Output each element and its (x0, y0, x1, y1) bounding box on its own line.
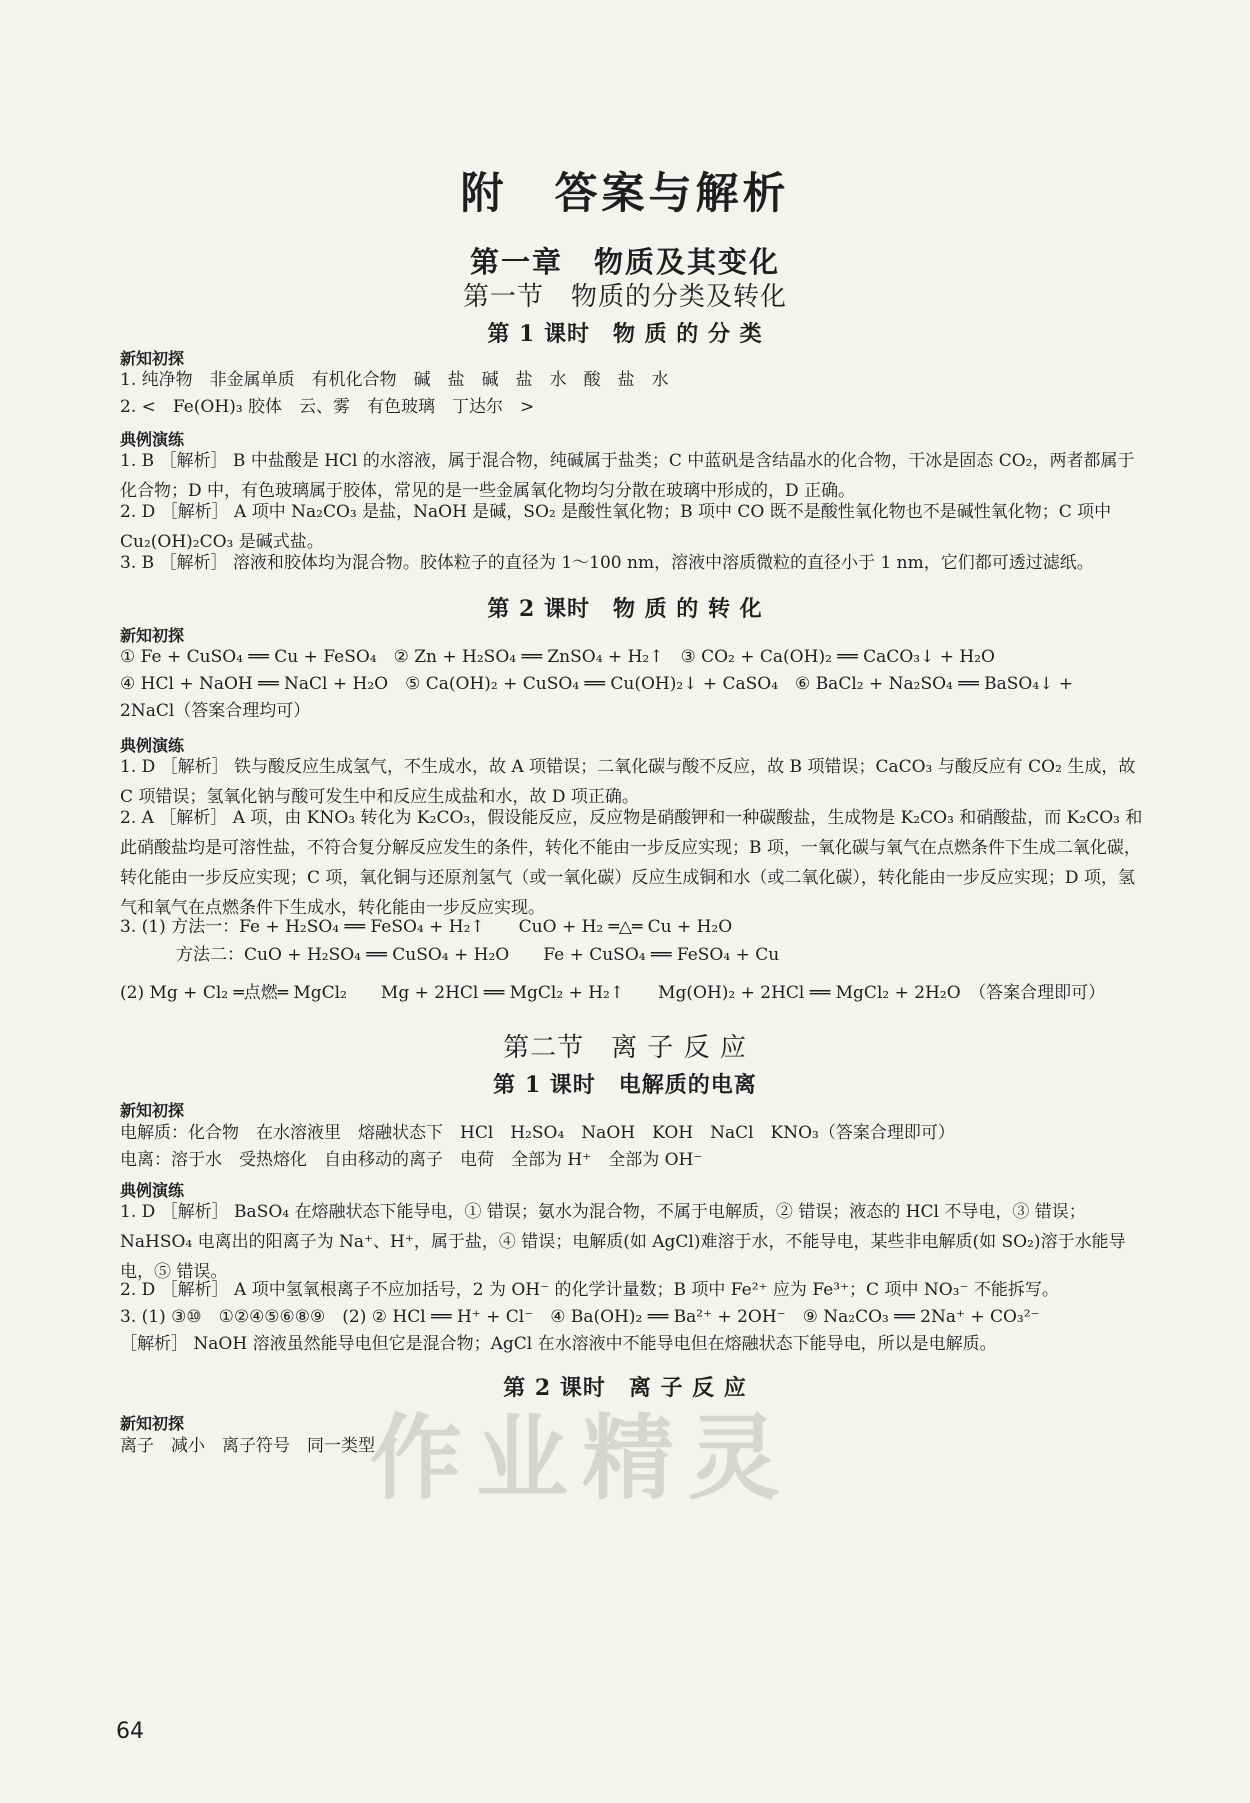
answer-line: 电解质：化合物 在水溶液里 熔融状态下 HCl H₂SO₄ NaOH KOH NaCl KNO₃（答案合理即可） (120, 1123, 955, 1143)
lesson-title-3: 第 1 课时 电解质的电离 (493, 1072, 757, 1098)
answer-line: 1. 纯净物 非金属单质 有机化合物 碱 盐 碱 盐 水 酸 盐 水 (120, 370, 669, 390)
answer-line: ［解析］ NaOH 溶液虽然能导电但它是混合物；AgCl 在水溶液中不能导电但在熔融状态下能导电，所以是电解质。 (120, 1334, 997, 1354)
answer-line: 2. D ［解析］ A 项中 Na₂CO₃ 是盐，NaOH 是碱，SO₂ 是酸性氧化物；B 项中 CO 既不是酸性氧化物也不是碱性氧化物；C 项中 Cu₂(OH)₂CO₃ 是碱式盐。 (120, 502, 1112, 552)
subheading-examples: 典例演练 (120, 1181, 185, 1200)
lesson-title-4: 第 2 课时 离 子 反 应 (503, 1375, 747, 1401)
equation-line: ④ HCl + NaOH ══ NaCl + H₂O ⑤ Ca(OH)₂ + CuSO₄ ══ Cu(OH)₂↓ + CaSO₄ ⑥ BaCl₂ + Na₂SO₄ ══ BaSO₄↓ + (120, 674, 1074, 694)
chapter-title: 第一章 物质及其变化 (469, 245, 780, 279)
equation-line: (2) Mg + Cl₂ ═点燃═ MgCl₂ Mg + 2HCl ══ MgCl₂ + H₂↑ Mg(OH)₂ + 2HCl ══ MgCl₂ + 2H₂O （答案合理即可） (120, 983, 1106, 1003)
subheading-new-knowledge: 新知初探 (120, 349, 185, 368)
equation-line: 3. (1) ③⑩ ①②④⑤⑥⑧⑨ (2) ② HCl ══ H⁺ + Cl⁻ ④ Ba(OH)₂ ══ Ba²⁺ + 2OH⁻ ⑨ Na₂CO₃ ══ 2Na⁺ + CO₃²⁻ (120, 1307, 1040, 1327)
equation-line: ① Fe + CuSO₄ ══ Cu + FeSO₄ ② Zn + H₂SO₄ ══ ZnSO₄ + H₂↑ ③ CO₂ + Ca(OH)₂ ══ CaCO₃↓ + H₂O (120, 647, 995, 667)
answer-line: 1. D ［解析］ BaSO₄ 在熔融状态下能导电，① 错误；氨水为混合物，不属于电解质，② 错误；液态的 HCl 不导电，③ 错误；NaHSO₄ 电离出的阳离子为 Na⁺、H⁺，属于盐，④ 错误；电解质(如 AgCl)难溶于水，不能导电，某些非电解质(如 SO₂)溶于水能导电，⑤ 错误。 (120, 1202, 1126, 1282)
page-number: 64 (116, 1719, 144, 1744)
answer-line: 离子 减小 离子符号 同一类型 (120, 1436, 375, 1456)
subheading-new-knowledge: 新知初探 (120, 1101, 185, 1120)
subheading-examples: 典例演练 (120, 736, 185, 755)
section-title-1: 第一节 物质的分类及转化 (462, 282, 787, 312)
page-title: 附 答案与解析 (460, 169, 790, 219)
answer-line: 1. D ［解析］ 铁与酸反应生成氢气，不生成水，故 A 项错误；二氧化碳与酸不反应，故 B 项错误；CaCO₃ 与酸反应有 CO₂ 生成，故 C 项错误；氢氧化钠与酸可发生中和反应生成盐和水，故 D 项正确。 (120, 757, 1136, 807)
answer-line: 1. B ［解析］ B 中盐酸是 HCl 的水溶液，属于混合物，纯碱属于盐类；C 中蓝矾是含结晶水的化合物，干冰是固态 CO₂，两者都属于化合物；D 中，有色玻璃属于胶体，常见的是一些金属氧化物均匀分散在玻璃中形成的，D 正确。 (120, 451, 1135, 501)
equation-line: 方法二：CuO + H₂SO₄ ══ CuSO₄ + H₂O Fe + CuSO₄ ══ FeSO₄ + Cu (176, 945, 780, 965)
answer-line: 电离：溶于水 受热熔化 自由移动的离子 电荷 全部为 H⁺ 全部为 OH⁻ (120, 1150, 703, 1170)
lesson-title-1: 第 1 课时 物 质 的 分 类 (487, 321, 763, 347)
answer-line: 2. D ［解析］ A 项中氢氧根离子不应加括号，2 为 OH⁻ 的化学计量数；B 项中 Fe²⁺ 应为 Fe³⁺；C 项中 NO₃⁻ 不能拆写。 (120, 1280, 1059, 1300)
answer-line: 2. < Fe(OH)₃ 胶体 云、雾 有色玻璃 丁达尔 > (120, 397, 535, 417)
subheading-new-knowledge: 新知初探 (120, 1414, 185, 1433)
answer-line: 3. B ［解析］ 溶液和胶体均为混合物。胶体粒子的直径为 1～100 nm，溶液中溶质微粒的直径小于 1 nm，它们都可透过滤纸。 (120, 553, 1094, 573)
equation-line: 2NaCl（答案合理均可） (120, 701, 311, 721)
answer-line: 2. A ［解析］ A 项，由 KNO₃ 转化为 K₂CO₃，假设能反应，反应物是硝酸钾和一种碳酸盐，生成物是 K₂CO₃ 和硝酸盐，而 K₂CO₃ 和此硝酸盐均是可溶性盐，不符合复分解反应发生的条件，转化不能由一步反应实现；B 项，一氧化碳与氧气在点燃条件下生成二氧化碳，转化能由一步反应实现；C 项，氧化铜与还原剂氢气（或一氧化碳）反应生成铜和水（或二氧化碳），转化能由一步反应实现；D 项，氢气和氧气在点燃条件下生成水，转化能由一步反应实现。 (120, 808, 1143, 918)
subheading-examples: 典例演练 (120, 430, 185, 449)
section-title-2: 第二节 离 子 反 应 (503, 1033, 747, 1063)
subheading-new-knowledge: 新知初探 (120, 626, 185, 645)
watermark-text: 作业精灵 (370, 1405, 795, 1512)
equation-line: 3. (1) 方法一：Fe + H₂SO₄ ══ FeSO₄ + H₂↑ CuO + H₂ ═△═ Cu + H₂O (120, 917, 733, 937)
lesson-title-2: 第 2 课时 物 质 的 转 化 (487, 596, 763, 622)
